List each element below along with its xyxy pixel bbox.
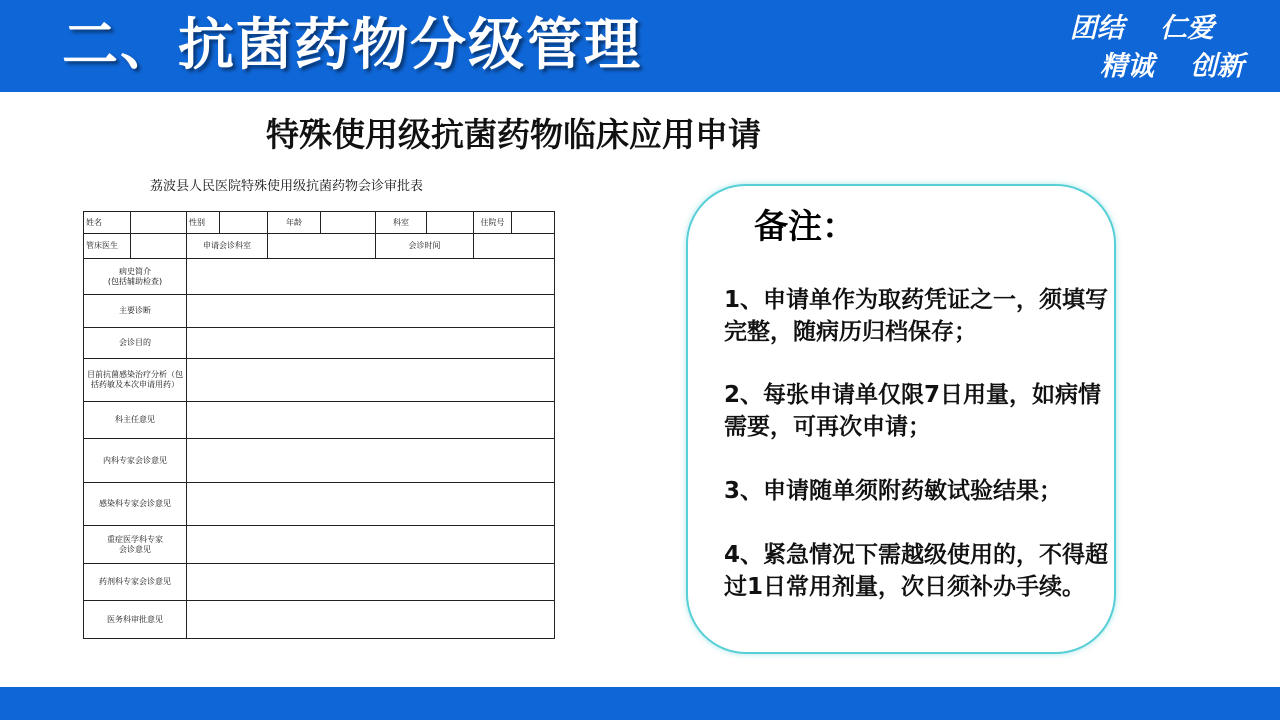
label-admission-no: 住院号 bbox=[474, 212, 512, 234]
section-label-infection: 感染科专家会诊意见 bbox=[84, 483, 187, 526]
section-value bbox=[187, 601, 555, 639]
value-name bbox=[131, 212, 187, 234]
form-row-section bbox=[84, 402, 555, 439]
value-gender bbox=[220, 212, 268, 234]
section-value bbox=[187, 483, 555, 526]
section-value bbox=[187, 402, 555, 439]
page-title: 二、抗菌药物分级管理 bbox=[62, 13, 642, 78]
label-gender: 性别 bbox=[187, 212, 220, 234]
form-row-section bbox=[84, 526, 555, 564]
header-bar bbox=[0, 0, 1280, 92]
form-row-section bbox=[84, 564, 555, 601]
form-row-section bbox=[84, 483, 555, 526]
label-name: 姓名 bbox=[84, 212, 131, 234]
section-value bbox=[187, 295, 555, 328]
note-item: 4、紧急情况下需越级使用的，不得超过1日常用剂量，次日须补办手续。 bbox=[724, 542, 1109, 600]
form-row-section bbox=[84, 439, 555, 483]
form-row-consult-info bbox=[84, 234, 555, 259]
form-row-section bbox=[84, 601, 555, 639]
motto-word: 精诚 bbox=[1100, 51, 1154, 82]
value-admission-no bbox=[512, 212, 555, 234]
section-label-director-opinion: 科主任意见 bbox=[84, 402, 187, 439]
label-consult-department: 申请会诊科室 bbox=[187, 234, 268, 259]
note-item: 3、申请随单须附药敏试验结果； bbox=[724, 478, 1063, 504]
section-value bbox=[187, 359, 555, 402]
footer-bar bbox=[0, 687, 1280, 720]
form-row-section bbox=[84, 295, 555, 328]
section-label-internal-medicine: 内科专家会诊意见 bbox=[84, 439, 187, 483]
motto-word: 创新 bbox=[1190, 51, 1244, 82]
form-row-section bbox=[84, 328, 555, 359]
section-label-diagnosis: 主要诊断 bbox=[84, 295, 187, 328]
label-attending-doctor: 管床医生 bbox=[84, 234, 131, 259]
section-value bbox=[187, 328, 555, 359]
note-item: 1、申请单作为取药凭证之一，须填写完整，随病历归档保存； bbox=[724, 287, 1109, 345]
note-item: 2、每张申请单仅限7日用量，如病情需要，可再次申请； bbox=[724, 382, 1102, 440]
motto-word: 仁爱 bbox=[1160, 13, 1214, 44]
value-department bbox=[427, 212, 474, 234]
form-caption: 荔波县人民医院特殊使用级抗菌药物会诊审批表 bbox=[150, 179, 424, 194]
section-label-medical-affairs: 医务科审批意见 bbox=[84, 601, 187, 639]
form-row-section bbox=[84, 359, 555, 402]
section-label-icu: 重症医学科专家 会诊意见 bbox=[84, 526, 187, 564]
value-consult-department bbox=[268, 234, 376, 259]
value-consult-time bbox=[474, 234, 555, 259]
label-department: 科室 bbox=[376, 212, 427, 234]
section-value bbox=[187, 259, 555, 295]
section-value bbox=[187, 526, 555, 564]
approval-form-table bbox=[83, 211, 555, 639]
section-label-history: 病史简介 (包括辅助检查) bbox=[84, 259, 187, 295]
form-row-basic-info bbox=[84, 212, 555, 234]
section-label-treatment-analysis: 目前抗菌感染治疗分析（包括药敏及本次申请用药） bbox=[84, 359, 187, 402]
hospital-motto bbox=[1066, 8, 1266, 88]
label-age: 年龄 bbox=[268, 212, 321, 234]
form-row-section bbox=[84, 259, 555, 295]
section-label-purpose: 会诊目的 bbox=[84, 328, 187, 359]
motto-word: 团结 bbox=[1070, 13, 1124, 44]
section-label-pharmacy: 药剂科专家会诊意见 bbox=[84, 564, 187, 601]
value-attending-doctor bbox=[131, 234, 187, 259]
value-age bbox=[321, 212, 376, 234]
notes-title: 备注： bbox=[754, 207, 856, 247]
label-consult-time: 会诊时间 bbox=[376, 234, 474, 259]
section-value bbox=[187, 564, 555, 601]
section-value bbox=[187, 439, 555, 483]
slide-subtitle: 特殊使用级抗菌药物临床应用申请 bbox=[266, 115, 761, 154]
notes-panel bbox=[686, 184, 1116, 654]
